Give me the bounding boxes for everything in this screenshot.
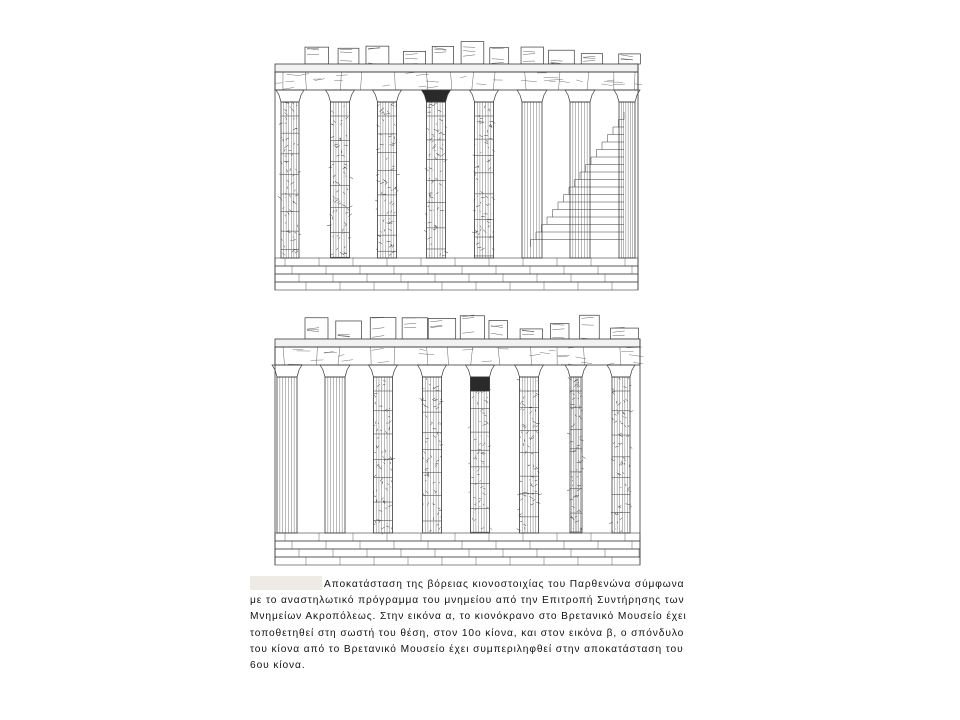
caption-line-4: τοποθετηθεί στη σωστή του θέση, στον 10ο κίονα, και στον εικόνα β, ο σπόνδυλο bbox=[250, 627, 685, 639]
caption-indent-box bbox=[250, 576, 322, 590]
drawing-a-north-colonnade-restoration bbox=[275, 42, 642, 290]
caption-line-5: του κίονα από το Βρετανικό Μουσείο έχει συμπεριληφθεί στην αποκατάσταση του bbox=[250, 643, 684, 655]
caption-line-1 bbox=[250, 576, 685, 593]
caption-line-3: Μνημείων Ακροπόλεως. Στην εικόνα α, το κιονόκρανο στο Βρετανικό Μουσείο έχει bbox=[250, 611, 687, 623]
caption-text-1: Αποκατάσταση της βόρειας κιονοστοιχίας του Παρθενώνα σύμφωνα bbox=[324, 579, 685, 590]
drawing-b-north-colonnade-restoration bbox=[272, 315, 643, 565]
figure-caption bbox=[250, 576, 687, 674]
caption-line-2: με το αναστηλωτικό πρόγραμμα του μνημείου από την Επιτροπή Συντήρησης των bbox=[250, 595, 685, 607]
caption-line-6: 6ου κίονα. bbox=[250, 660, 306, 672]
